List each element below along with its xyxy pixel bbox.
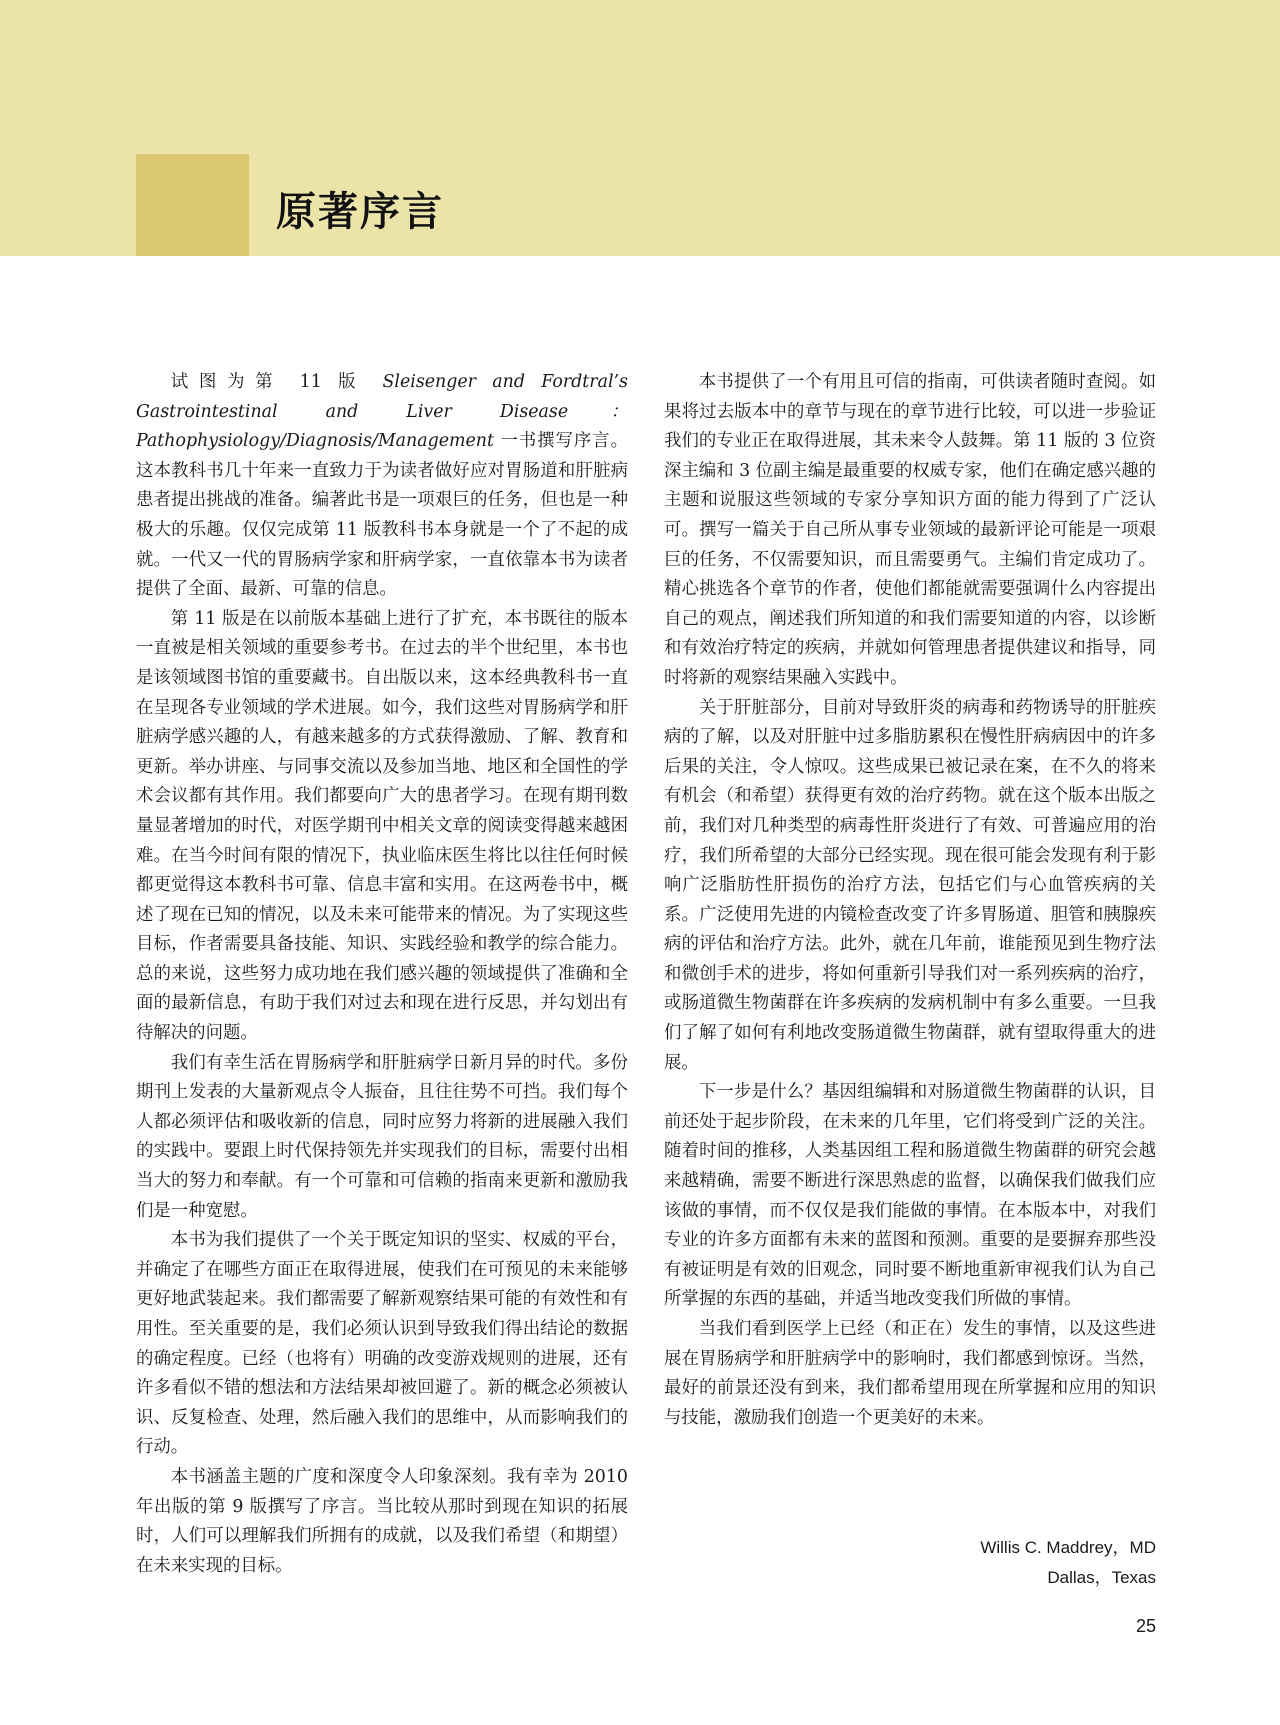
paragraph — [136, 368, 628, 605]
paragraph: 下一步是什么？基因组编辑和对肠道微生物菌群的认识，目前还处于起步阶段，在未来的几年里，它们将受到广泛的关注。随着时间的推移，人类基因组工程和肠道微生物菌群的研究会越来越精确，需要不断进行深思熟虑的监督，以确保我们做我们应该做的事情，而不仅仅是我们能做的事情。在本版本中，对我们专业的许多方面都有未来的蓝图和预测。重要的是要摒弃那些没有被证明是有效的旧观念，同时要不断地重新审视我们认为自己所掌握的东西的基础，并适当地改变我们所做的事情。 — [664, 1082, 1156, 1310]
paragraph: 当我们看到医学上已经（和正在）发生的事情，以及这些进展在胃肠病学和肝脏病学中的影响时，我们都感到惊讶。当然，最好的前景还没有到来，我们都希望用现在所掌握和应用的知识与技能，激励我们创造一个更美好的未来。 — [664, 1319, 1156, 1428]
paragraph-rest: 一书撰写序言。这本教科书几十年来一直致力于为读者做好应对胃肠道和肝脏病患者提出挑战的准备。编著此书是一项艰巨的任务，但也是一种极大的乐趣。仅仅完成第 11 版教科书本身就是一个了不起的成就。一代又一代的胃肠病学家和肝病学家，一直依靠本书为读者提供了全面、最新、可靠的信息。 — [136, 431, 628, 600]
signature — [980, 1533, 1156, 1593]
title-accent-block — [136, 154, 249, 256]
page-title: 原著序言 — [276, 189, 444, 235]
paragraph: 关于肝脏部分，目前对导致肝炎的病毒和药物诱导的肝脏疾病的了解，以及对肝脏中过多脂肪累积在慢性肝病病因中的许多后果的关注，令人惊叹。这些成果已被记录在案，在不久的将来有机会（和希望）获得更有效的治疗药物。就在这个版本出版之前，我们对几种类型的病毒性肝炎进行了有效、可普遍应用的治疗，我们所希望的大部分已经实现。现在很可能会发现有利于影响广泛脂肪性肝损伤的治疗方法，包括它们与心血管疾病的关系。广泛使用先进的内镜检查改变了许多胃肠道、胆管和胰腺疾病的评估和治疗方法。此外，就在几年前，谁能预见到生物疗法和微创手术的进步，将如何重新引导我们对一系列疾病的治疗，或肠道微生物菌群在许多疾病的发病机制中有多么重要。一旦我们了解了如何有利地改变肠道微生物菌群，就有望取得重大的进展。 — [664, 697, 1156, 1073]
left-column — [136, 368, 628, 1581]
right-column — [664, 368, 1156, 1433]
book-title: Sleisenger and Fordtral’s Gastrointestinal and Liver Disease：Pathophysiology/Diagnosis/Management — [136, 372, 628, 452]
paragraph-prefix: 试图为第 11 版 — [170, 372, 383, 392]
author-location: Dallas，Texas — [1047, 1568, 1156, 1587]
paragraph: 本书涵盖主题的广度和深度令人印象深刻。我有幸为 2010 年出版的第 9 版撰写了序言。当比较从那时到现在知识的拓展时，人们可以理解我们所拥有的成就，以及我们希望（和期望）在未来实现的目标。 — [136, 1466, 628, 1576]
paragraph: 第 11 版是在以前版本基础上进行了扩充，本书既往的版本一直被是相关领域的重要参考书。在过去的半个世纪里，本书也是该领域图书馆的重要藏书。自出版以来，这本经典教科书一直在呈现各专业领域的学术进展。如今，我们这些对胃肠病学和肝脏病学感兴趣的人，有越来越多的方式获得激励、了解、教育和更新。举办讲座、与同事交流以及参加当地、地区和全国性的学术会议都有其作用。我们都要向广大的患者学习。在现有期刊数量显著增加的时代，对医学期刊中相关文章的阅读变得越来越困难。在当今时间有限的情况下，执业临床医生将比以往任何时候都更觉得这本教科书可靠、信息丰富和实用。在这两卷书中，概述了现在已知的情况，以及未来可能带来的情况。为了实现这些目标，作者需要具备技能、知识、实践经验和教学的综合能力。总的来说，这些努力成功地在我们感兴趣的领域提供了准确和全面的最新信息，有助于我们对过去和现在进行反思，并勾划出有待解决的问题。 — [136, 608, 628, 1044]
page-number: 25 — [1135, 1616, 1156, 1636]
author-name: Willis C. Maddrey，MD — [980, 1538, 1156, 1557]
paragraph: 本书为我们提供了一个关于既定知识的坚实、权威的平台，并确定了在哪些方面正在取得进展，使我们在可预见的未来能够更好地武装起来。我们都需要了解新观察结果可能的有效性和有用性。至关重要的是，我们必须认识到导致我们得出结论的数据的确定程度。已经（也将有）明确的改变游戏规则的进展，还有许多看似不错的想法和方法结果却被回避了。新的概念必须被认识、反复检查、处理，然后融入我们的思维中，从而影响我们的行动。 — [136, 1230, 628, 1458]
paragraph: 我们有幸生活在胃肠病学和肝脏病学日新月异的时代。多份期刊上发表的大量新观点令人振奋，且往往势不可挡。我们每个人都必须评估和吸收新的信息，同时应努力将新的进展融入我们的实践中。要跟上时代保持领先并实现我们的目标，需要付出相当大的努力和奉献。有一个可靠和可信赖的指南来更新和激励我们是一种宽慰。 — [136, 1052, 628, 1221]
paragraph: 本书提供了一个有用且可信的指南，可供读者随时查阅。如果将过去版本中的章节与现在的章节进行比较，可以进一步验证我们的专业正在取得进展，其未来令人鼓舞。第 11 版的 3 位资深主编和 3 位副主编是最重要的权威专家，他们在确定感兴趣的主题和说服这些领域的专家分享知识方面的能力得到了广泛认可。撰写一篇关于自己所从事专业领域的最新评论可能是一项艰巨的任务，不仅需要知识，而且需要勇气。主编们肯定成功了。精心挑选各个章节的作者，使他们都能就需要强调什么内容提出自己的观点，阐述我们所知道的和我们需要知道的内容，以诊断和有效治疗特定的疾病，并就如何管理患者提供建议和指导，同时将新的观察结果融入实践中。 — [664, 372, 1156, 688]
